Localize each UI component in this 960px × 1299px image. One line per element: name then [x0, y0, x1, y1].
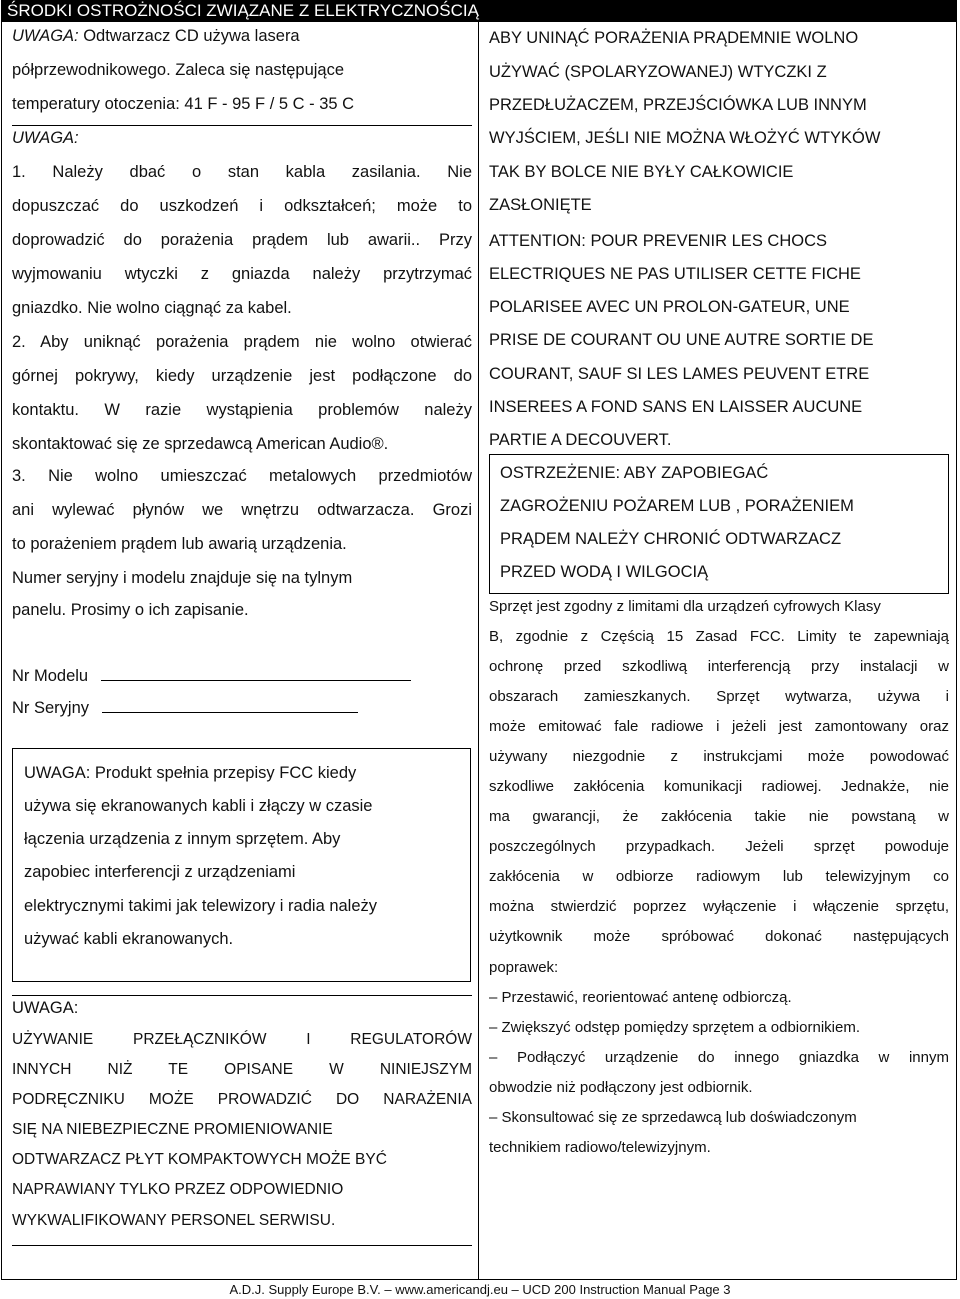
warning-heading: UWAGA:	[12, 999, 79, 1017]
item1-line: 1. Należy dbać o stan kabla zasilania. Nie	[12, 163, 472, 181]
item2-line: górnej pokrywy, kiedy urządzenie jest podłączone do	[12, 367, 472, 385]
item3-line: 3. Nie wolno umieszczać metalowych przedmiotów	[12, 467, 472, 485]
plug-pl-line: ZASŁONIĘTE	[489, 196, 592, 214]
fcc-paragraph-line: obszarach zamieszkanych. Sprzęt wytwarza, używa i	[489, 688, 949, 705]
warning-line: INNYCH NIŻ TE OPISANE W NINIEJSZYM	[12, 1061, 472, 1078]
section-title: ŚRODKI OSTROŻNOŚCI ZWIĄZANE Z ELEKTRYCZNOŚCIĄ	[1, 0, 957, 22]
divider-line	[12, 125, 472, 126]
item3-line: ani wylewać płynów we wnętrzu odtwarzacza. Grozi	[12, 501, 472, 519]
fcc-box-line: używać kabli ekranowanych.	[24, 930, 234, 948]
fix-list-item: – Zwiększyć odstęp pomiędzy sprzętem a odbiornikiem.	[489, 1019, 860, 1036]
page-footer: A.D.J. Supply Europe B.V. – www.americandj.eu – UCD 200 Instruction Manual Page 3	[229, 1282, 731, 1297]
fcc-box-line: elektrycznymi takimi jak telewizory i radia należy	[24, 897, 378, 915]
serial-blank[interactable]	[102, 712, 358, 713]
item3-line: Numer seryjny i modelu znajduje się na tylnym	[12, 569, 353, 587]
plug-pl-line: TAK BY BOLCE NIE BYŁY CAŁKOWICIE	[489, 163, 794, 181]
laser-line-2: półprzewodnikowego. Zaleca się następujące	[12, 61, 345, 79]
plug-fr-line: PRISE DE COURANT OU UNE AUTRE SORTIE DE	[489, 331, 874, 349]
fcc-paragraph-line: Sprzęt jest zgodny z limitami dla urządzeń cyfrowych Klasy	[489, 598, 881, 615]
serial-field[interactable]	[12, 698, 358, 718]
item1-line: doprowadzić do porażenia prądem lub awarii.. Przy	[12, 231, 472, 249]
item2-line: skontaktować się ze sprzedawcą American Audio®.	[12, 435, 389, 453]
fire-box-line: OSTRZEŻENIE: ABY ZAPOBIEGAĆ	[500, 464, 769, 482]
item1-line: wyjmowaniu wtyczki z gniazda należy przytrzymać	[12, 265, 472, 283]
fcc-notice-box	[12, 748, 471, 982]
item1-line: gniazdko. Nie wolno ciągnąć za kabel.	[12, 299, 292, 317]
warning-line: UŻYWANIE PRZEŁĄCZNIKÓW I REGULATORÓW	[12, 1031, 472, 1048]
model-field[interactable]	[12, 666, 411, 686]
plug-pl-line: PRZEDŁUŻACZEM, PRZEJŚCIÓWKA LUB INNYM	[489, 96, 867, 114]
fix-list-item: obwodzie niż podłączony jest odbiornik.	[489, 1079, 753, 1096]
item3-line: to porażeniem prądem lub awarią urządzenia.	[12, 535, 347, 553]
item3-line: panelu. Prosimy o ich zapisanie.	[12, 601, 249, 619]
fix-list-item: – Skonsultować się ze sprzedawcą lub doświadczonym	[489, 1109, 857, 1126]
laser-label: UWAGA:	[12, 27, 79, 45]
plug-fr-line: COURANT, SAUF SI LES LAMES PEUVENT ETRE	[489, 365, 870, 383]
warning-line: NAPRAWIANY TYLKO PRZEZ ODPOWIEDNIO	[12, 1181, 344, 1198]
divider-line	[12, 1245, 472, 1246]
fire-box-line: ZAGROŻENIU POŻAREM LUB , PORAŻENIEM	[500, 497, 854, 515]
plug-fr-line: PARTIE A DECOUVERT.	[489, 431, 672, 449]
fcc-box-line: używa się ekranowanych kabli i złączy w czasie	[24, 797, 373, 815]
column-divider	[478, 22, 479, 1280]
fix-list-item: technikiem radiowo/telewizyjnym.	[489, 1139, 711, 1156]
fcc-box-line: UWAGA: Produkt spełnia przepisy FCC kiedy	[24, 764, 357, 782]
fcc-paragraph-line: użytkownik może spróbować dokonać następujących	[489, 928, 949, 945]
model-label: Nr Modelu	[12, 667, 89, 685]
plug-fr-line: INSEREES A FOND SANS EN LAISSER AUCUNE	[489, 398, 863, 416]
serial-label: Nr Seryjny	[12, 699, 90, 717]
laser-line-3: temperatury otoczenia: 41 F - 95 F / 5 C - 35 C	[12, 95, 355, 113]
fcc-paragraph-line: poszczególnych przypadkach. Jeżeli sprzęt powoduje	[489, 838, 949, 855]
plug-pl-line: UŻYWAĆ (SPOLARYZOWANEJ) WTYCZKI Z	[489, 63, 827, 81]
divider-line	[12, 995, 472, 996]
fcc-paragraph-line: poprawek:	[489, 959, 559, 976]
warning-line: ODTWARZACZ PŁYT KOMPAKTOWYCH MOŻE BYĆ	[12, 1151, 387, 1168]
plug-fr-line: ELECTRIQUES NE PAS UTILISER CETTE FICHE	[489, 265, 861, 283]
fire-box-line: PRĄDEM NALEŻY CHRONIĆ ODTWARZACZ	[500, 530, 842, 548]
warning-line: WYKWALIFIKOWANY PERSONEL SERWISU.	[12, 1212, 336, 1229]
fire-warning-box	[489, 454, 949, 594]
plug-fr-line: ATTENTION: POUR PREVENIR LES CHOCS	[489, 232, 827, 250]
model-blank[interactable]	[101, 680, 411, 681]
plug-fr-line: POLARISEE AVEC UN PROLON-GATEUR, UNE	[489, 298, 850, 316]
warning-line: PODRĘCZNIKU MOŻE PROWADZIĆ DO NARAŻENIA	[12, 1091, 472, 1108]
fire-box-line: PRZED WODĄ I WILGOCIĄ	[500, 563, 709, 581]
item2-line: 2. Aby uniknąć porażenia prądem nie wolno otwierać	[12, 333, 472, 351]
item1-line: dopuszczać do uszkodzeń i odkształceń; może to	[12, 197, 472, 215]
fcc-paragraph-line: ochronę przed szkodliwą interferencją przy instalacji w	[489, 658, 949, 675]
fcc-paragraph-line: ma gwarancji, że zakłócenia takie nie powstaną w	[489, 808, 949, 825]
fcc-box-line: łączenia urządzenia z innym sprzętem. Aby	[24, 830, 341, 848]
fcc-paragraph-line: można stwierdzić poprzez wyłączenie i włączenie sprzętu,	[489, 898, 949, 915]
fix-list-item: – Podłączyć urządzenie do innego gniazdka w innym	[489, 1049, 949, 1066]
warning-line: SIĘ NA NIEBEZPIECZNE PROMIENIOWANIE	[12, 1121, 333, 1138]
plug-pl-line: ABY UNINĄĆ PORAŻENIA PRĄDEMNIE WOLNO	[489, 29, 859, 47]
uwaga-heading: UWAGA:	[12, 129, 79, 147]
fcc-paragraph-line: używany niezgodnie z instrukcjami może powodować	[489, 748, 949, 765]
fix-list-item: – Przestawić, reorientować antenę odbiorczą.	[489, 989, 792, 1006]
fcc-paragraph-line: może emitować fale radiowe i jeżeli jest zamontowany oraz	[489, 718, 949, 735]
laser-text: Odtwarzacz CD używa lasera	[78, 27, 300, 45]
laser-note	[12, 26, 300, 46]
fcc-paragraph-line: B, zgodnie z Częścią 15 Zasad FCC. Limity te zapewniają	[489, 628, 949, 645]
fcc-box-line: zapobiec interferencji z urządzeniami	[24, 863, 296, 881]
fcc-paragraph-line: szkodliwe zakłócenia komunikacji radiowej. Jednakże, nie	[489, 778, 949, 795]
fcc-paragraph-line: zakłócenia w odbiorze radiowym lub telewizyjnym co	[489, 868, 949, 885]
item2-line: kontaktu. W razie wystąpienia problemów należy	[12, 401, 472, 419]
plug-pl-line: WYJŚCIEM, JEŚLI NIE MOŻNA WŁOŻYĆ WTYKÓW	[489, 129, 881, 147]
